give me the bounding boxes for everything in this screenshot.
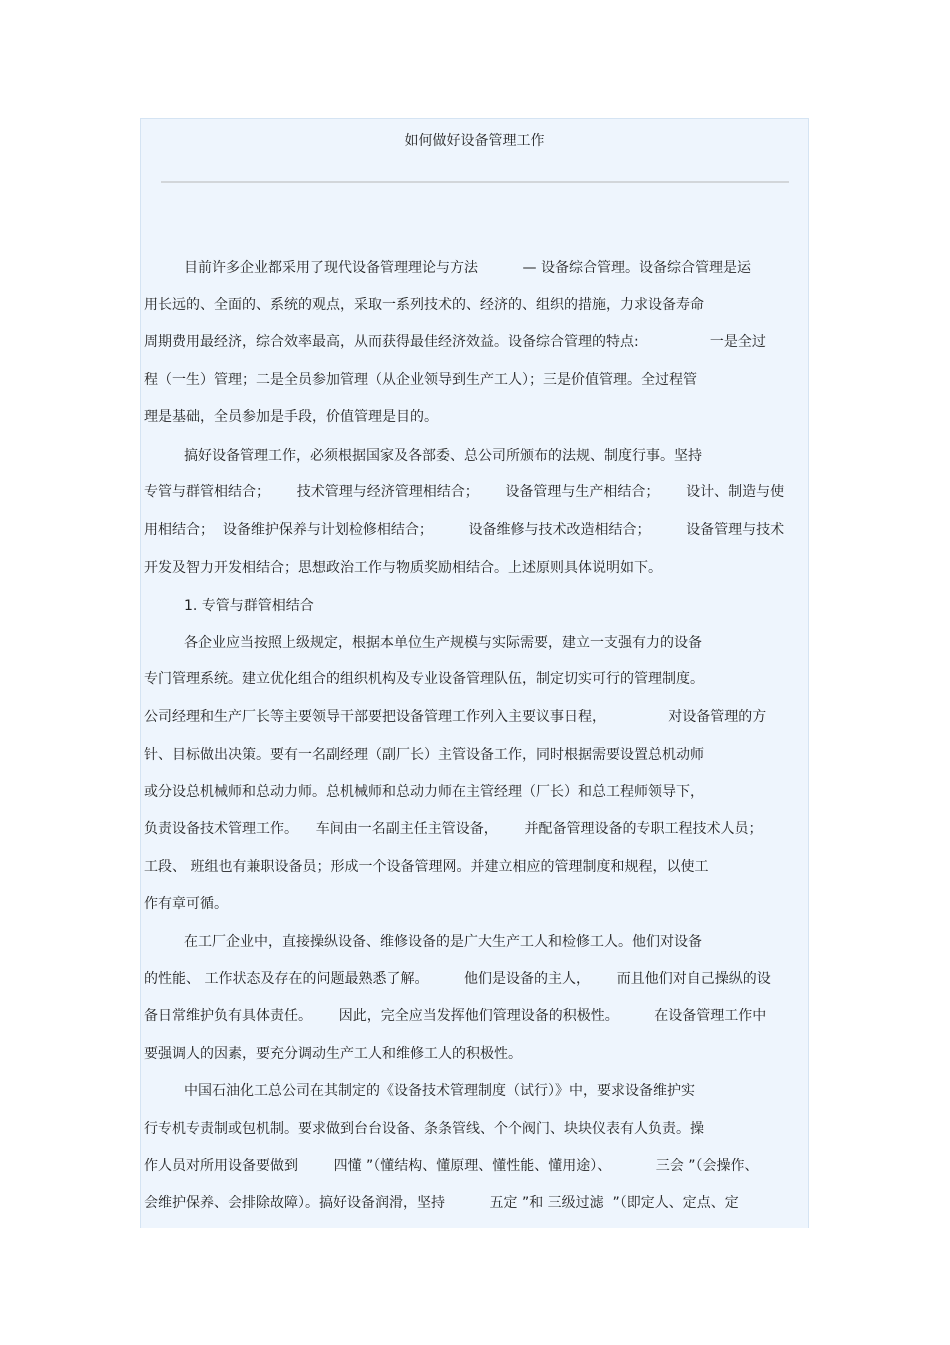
text-line: 负责设备技术管理工作。 车间由一名副主任主管设备， 并配备管理设备的专职工程技术人员； bbox=[144, 821, 763, 837]
text-line: 中国石油化工总公司在其制定的《设备技术管理制度（试行）》中，要求设备维护实 bbox=[184, 1083, 695, 1099]
text-line: 工段、 班组也有兼职设备员；形成一个设备管理网。并建立相应的管理制度和规程，以使工 bbox=[144, 859, 709, 875]
text-line: 用长远的、全面的、系统的观点，采取一系列技术的、经济的、组织的措施，力求设备寿命 bbox=[144, 297, 704, 313]
text-line: 备日常维护负有具体责任。 因此，完全应当发挥他们管理设备的积极性。 在设备管理工作中 bbox=[144, 1008, 767, 1024]
text-line: 会维护保养、会排除故障）。搞好设备润滑，坚持 五定 ”和 三级过滤 ”（即定人、定点、定 bbox=[144, 1195, 739, 1211]
document-title: 如何做好设备管理工作 bbox=[404, 133, 545, 149]
text-line: 在工厂企业中，直接操纵设备、维修设备的是广大生产工人和检修工人。他们对设备 bbox=[184, 934, 702, 950]
text-line: 行专机专责制或包机制。要求做到台台设备、条条管线、个个阀门、块块仪表有人负责。操 bbox=[144, 1121, 704, 1137]
text-line: 公司经理和生产厂长等主要领导干部要把设备管理工作列入主要议事日程， 对设备管理的方 bbox=[144, 709, 767, 725]
section-heading: 1. 专管与群管相结合 bbox=[184, 598, 314, 614]
text-line: 程（一生）管理；二是全员参加管理（从企业领导到生产工人）；三是价值管理。全过程管 bbox=[144, 372, 697, 388]
text-line: 作人员对所用设备要做到 四懂 ”（懂结构、懂原理、懂性能、懂用途）、 三会 ”（会操作、 bbox=[144, 1158, 759, 1174]
text-line: 用相结合； 设备维护保养与计划检修相结合； 设备维修与技术改造相结合； 设备管理与技术 bbox=[144, 522, 785, 538]
text-line: 要强调人的因素，要充分调动生产工人和维修工人的积极性。 bbox=[144, 1046, 522, 1062]
text-line: 目前许多企业都采用了现代设备管理理论与方法 — 设备综合管理。设备综合管理是运 bbox=[184, 260, 751, 276]
text-line: 专门管理系统。建立优化组合的组织机构及专业设备管理队伍，制定切实可行的管理制度。 bbox=[144, 671, 704, 687]
text-line: 专管与群管相结合； 技术管理与经济管理相结合； 设备管理与生产相结合； 设计、制造与使 bbox=[144, 484, 785, 500]
text-line: 理是基础，全员参加是手段，价值管理是目的。 bbox=[144, 409, 438, 425]
text-line: 作有章可循。 bbox=[144, 896, 228, 912]
text-line: 针、目标做出决策。要有一名副经理（副厂长）主管设备工作，同时根据需要设置总机动师 bbox=[144, 747, 704, 763]
text-line: 或分设总机械师和总动力师。总机械师和总动力师在主管经理（厂长）和总工程师领导下， bbox=[144, 784, 704, 800]
text-line: 搞好设备管理工作，必须根据国家及各部委、总公司所颁布的法规、制度行事。坚持 bbox=[184, 448, 702, 464]
text-line: 开发及智力开发相结合；思想政治工作与物质奖励相结合。上述原则具体说明如下。 bbox=[144, 560, 662, 576]
text-line: 的性能、 工作状态及存在的问题最熟悉了解。 他们是设备的主人， 而且他们对自己操纵的设 bbox=[144, 971, 771, 987]
document-panel bbox=[140, 118, 809, 1228]
title-divider bbox=[161, 181, 789, 183]
text-line: 周期费用最经济，综合效率最高，从而获得最佳经济效益。设备综合管理的特点: 一是全过 bbox=[144, 334, 766, 350]
text-line: 各企业应当按照上级规定，根据本单位生产规模与实际需要，建立一支强有力的设备 bbox=[184, 635, 702, 651]
